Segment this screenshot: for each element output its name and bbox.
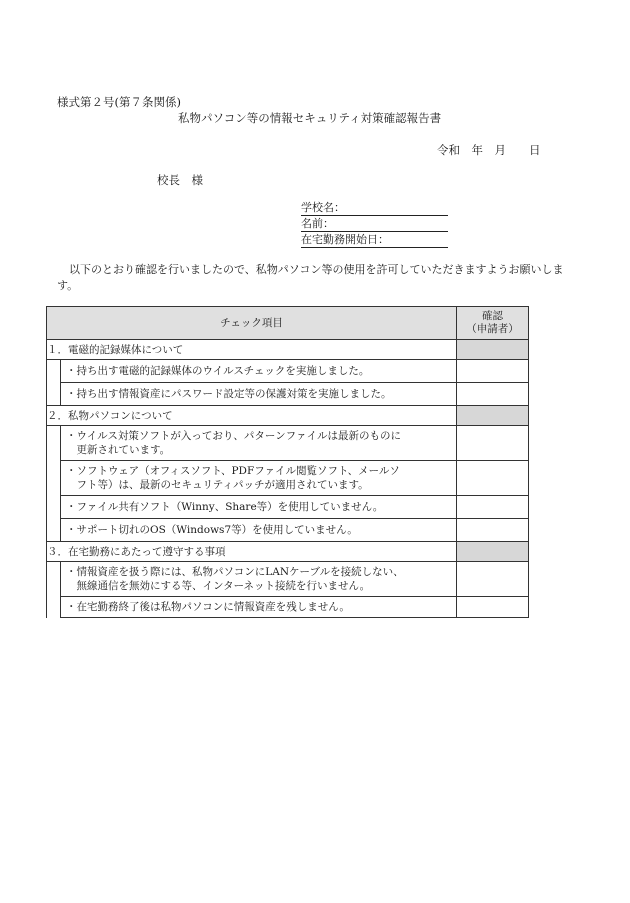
section-shade-cell [457,542,529,562]
checklist-table [46,306,529,618]
check-item: ・ウイルス対策ソフトが入っており、パターンファイルは最新のものに 更新されています。 [61,426,457,461]
check-item: ・在宅勤務終了後は私物パソコンに情報資産を残しません。 [61,597,457,618]
confirm-checkbox-cell[interactable] [457,461,529,496]
check-item: ・サポート切れのOS（Windows7等）を使用していません。 [61,519,457,542]
section-title: １．電磁的記録媒体について [47,340,457,360]
table-header-row [47,307,529,340]
document-title: 私物パソコン等の情報セキュリティ対策確認報告書 [178,111,442,125]
check-item: ・持ち出す情報資産にパスワード設定等の保護対策を実施しました。 [61,383,457,406]
table-row [47,360,529,383]
section-title: ２．私物パソコンについて [47,406,457,426]
addressee: 校長 様 [157,173,203,187]
section-row [47,340,529,360]
table-row [47,461,529,496]
table-row [47,383,529,406]
school-name-field[interactable] [301,201,448,216]
section-row [47,406,529,426]
section-shade-cell [457,340,529,360]
confirm-checkbox-cell[interactable] [457,360,529,383]
check-item: ・持ち出す電磁的記録媒体のウイルスチェックを実施しました。 [61,360,457,383]
confirm-checkbox-cell[interactable] [457,496,529,519]
table-row [47,562,529,597]
date-line: 令和 年 月 日 [437,143,541,157]
name-label: 名前： [301,217,334,230]
table-row [47,426,529,461]
confirm-checkbox-cell[interactable] [457,426,529,461]
table-row [47,519,529,542]
confirm-checkbox-cell[interactable] [457,383,529,406]
header-confirm-label: 確認 [482,310,503,322]
name-field[interactable] [301,217,448,232]
form-number: 様式第２号(第７条関係) [57,95,181,109]
header-confirm [457,307,529,340]
confirm-checkbox-cell[interactable] [457,519,529,542]
section-row [47,542,529,562]
start-date-field[interactable] [301,233,448,248]
start-date-label: 在宅勤務開始日： [301,233,389,246]
section-shade-cell [457,406,529,426]
table-row [47,496,529,519]
header-check-item: チェック項目 [47,307,457,340]
confirm-checkbox-cell[interactable] [457,562,529,597]
section-title: ３．在宅勤務にあたって遵守する事項 [47,542,457,562]
header-confirm-sublabel: （申請者） [466,323,519,335]
school-name-label: 学校名： [301,201,345,214]
intro-paragraph: 以下のとおり確認を行いましたので、私物パソコン等の使用を許可していただきますようお願いします。 [57,263,564,292]
check-item: ・ソフトウェア（オフィスソフト、PDFファイル閲覧ソフト、メールソ フト等）は、最新のセキュリティパッチが適用されています。 [61,461,457,496]
confirm-checkbox-cell[interactable] [457,597,529,618]
check-item: ・情報資産を扱う際には、私物パソコンにLANケーブルを接続しない、 無線通信を無効にする等、インターネット接続を行いません。 [61,562,457,597]
check-item: ・ファイル共有ソフト（Winny、Share等）を使用していません。 [61,496,457,519]
table-row [47,597,529,618]
